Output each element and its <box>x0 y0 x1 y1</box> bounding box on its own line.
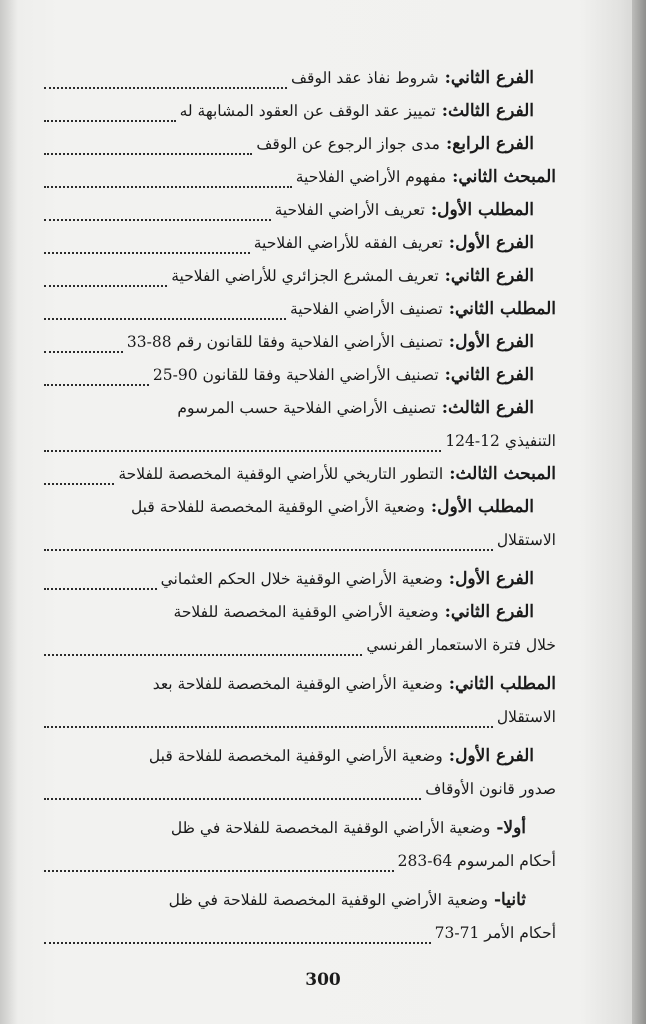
page-number: 300 <box>305 970 341 990</box>
entry-title: تعريف الفقه للأراضي الفلاحية <box>253 234 443 252</box>
entry-title: وضعية الأراضي الوقفية المخصصة للفلاحة <box>173 603 439 621</box>
toc-entry <box>44 884 556 917</box>
toc-entry <box>44 596 556 629</box>
entry-title-continuation: خلال فترة الاستعمار الفرنسي <box>366 636 556 654</box>
toc-entry <box>44 458 556 491</box>
entry-label: المبحث الثالث: <box>449 464 556 484</box>
entry-label: الفرع الرابع: <box>445 134 534 154</box>
dot-leader <box>44 318 286 320</box>
entry-title: تصنيف الأراضي الفلاحية وفقا للقانون 90-25 <box>152 366 439 384</box>
entry-label: المطلب الأول: <box>430 200 534 220</box>
toc-entry <box>44 563 556 596</box>
entry-title: وضعية الأراضي الوقفية المخصصة للفلاحة في ظل <box>168 891 488 909</box>
entry-label: الفرع الأول: <box>448 233 534 253</box>
toc-entry <box>44 227 556 260</box>
entry-title: وضعية الأراضي الوقفية المخصصة للفلاحة قبل <box>130 498 425 516</box>
dot-leader <box>44 186 292 188</box>
toc-entry <box>44 161 556 194</box>
toc-entry-continuation <box>44 845 556 878</box>
entry-label: الفرع الثالث: <box>441 398 534 418</box>
entry-label: ثانيا- <box>493 890 526 910</box>
entry-title-continuation: أحكام المرسوم 64-283 <box>397 852 556 870</box>
toc-entry <box>44 260 556 293</box>
dot-leader <box>44 153 252 155</box>
dot-leader <box>44 384 149 386</box>
entry-title: تعريف الأراضي الفلاحية <box>274 201 425 219</box>
entry-title-continuation: صدور قانون الأوقاف <box>425 780 556 798</box>
entry-title-continuation: الاستقلال <box>496 531 556 549</box>
toc-entry-continuation <box>44 629 556 662</box>
entry-label: الفرع الأول: <box>448 746 534 766</box>
entry-title-continuation: التنفيذي 12-124 <box>445 432 556 450</box>
toc-entry <box>44 812 556 845</box>
toc-entry <box>44 326 556 359</box>
entry-label: الفرع الثاني: <box>444 365 534 385</box>
entry-label: المبحث الثاني: <box>452 167 556 187</box>
entry-label: المطلب الثاني: <box>448 674 556 694</box>
dot-leader <box>44 87 287 89</box>
entry-label: الفرع الثاني: <box>444 68 534 88</box>
dot-leader <box>44 588 157 590</box>
toc-entry <box>44 128 556 161</box>
entry-title: تصنيف الأراضي الفلاحية حسب المرسوم <box>177 399 436 417</box>
entry-title-continuation: أحكام الأمر 71-73 <box>434 924 556 942</box>
entry-title: التطور التاريخي للأراضي الوقفية المخصصة للفلاحة <box>118 465 444 483</box>
entry-title-continuation: الاستقلال <box>496 708 556 726</box>
entry-title: تمييز عقد الوقف عن العقود المشابهة له <box>179 102 436 120</box>
toc-entry <box>44 95 556 128</box>
entry-title: تصنيف الأراضي الفلاحية <box>289 300 443 318</box>
toc-entry-continuation <box>44 701 556 734</box>
toc-entry <box>44 392 556 425</box>
entry-label: الفرع الثالث: <box>441 101 534 121</box>
dot-leader <box>44 654 362 656</box>
entry-label: الفرع الثاني: <box>444 266 534 286</box>
toc-entry <box>44 293 556 326</box>
entry-title: مدى جواز الرجوع عن الوقف <box>256 135 440 153</box>
entry-label: الفرع الثاني: <box>444 602 534 622</box>
entry-label: الفرع الأول: <box>448 569 534 589</box>
entry-title: وضعية الأراضي الوقفية المخصصة للفلاحة قبل <box>148 747 443 765</box>
entry-title: وضعية الأراضي الوقفية المخصصة للفلاحة في ظل <box>170 819 491 837</box>
entry-title: مفهوم الأراضي الفلاحية <box>295 168 447 186</box>
toc-entry <box>44 740 556 773</box>
dot-leader <box>44 549 493 551</box>
dot-leader <box>44 450 441 452</box>
dot-leader <box>44 870 394 872</box>
toc-entry <box>44 668 556 701</box>
dot-leader <box>44 483 114 485</box>
entry-title: وضعية الأراضي الوقفية خلال الحكم العثماني <box>160 570 443 588</box>
dot-leader <box>44 252 250 254</box>
toc-entry-continuation <box>44 524 556 557</box>
toc-entry <box>44 359 556 392</box>
dot-leader <box>44 120 176 122</box>
toc-entry-continuation <box>44 773 556 806</box>
book-spine-shadow <box>632 0 646 1024</box>
toc-entry <box>44 194 556 227</box>
table-of-contents <box>44 62 556 950</box>
dot-leader <box>44 726 493 728</box>
entry-label: المطلب الثاني: <box>448 299 556 319</box>
entry-title: تعريف المشرع الجزائري للأراضي الفلاحية <box>171 267 439 285</box>
dot-leader <box>44 219 271 221</box>
entry-title: وضعية الأراضي الوقفية المخصصة للفلاحة بعد <box>152 675 443 693</box>
dot-leader <box>44 798 421 800</box>
entry-title: شروط نفاذ عقد الوقف <box>291 69 439 87</box>
entry-label: المطلب الأول: <box>430 497 534 517</box>
dot-leader <box>44 351 123 353</box>
toc-entry <box>44 491 556 524</box>
toc-entry-continuation <box>44 917 556 950</box>
toc-entry <box>44 62 556 95</box>
dot-leader <box>44 942 431 944</box>
toc-entry-continuation <box>44 425 556 458</box>
entry-title: تصنيف الأراضي الفلاحية وفقا للقانون رقم 88-33 <box>126 333 443 351</box>
entry-label: الفرع الأول: <box>448 332 534 352</box>
dot-leader <box>44 285 167 287</box>
entry-label: أولا- <box>496 818 526 838</box>
